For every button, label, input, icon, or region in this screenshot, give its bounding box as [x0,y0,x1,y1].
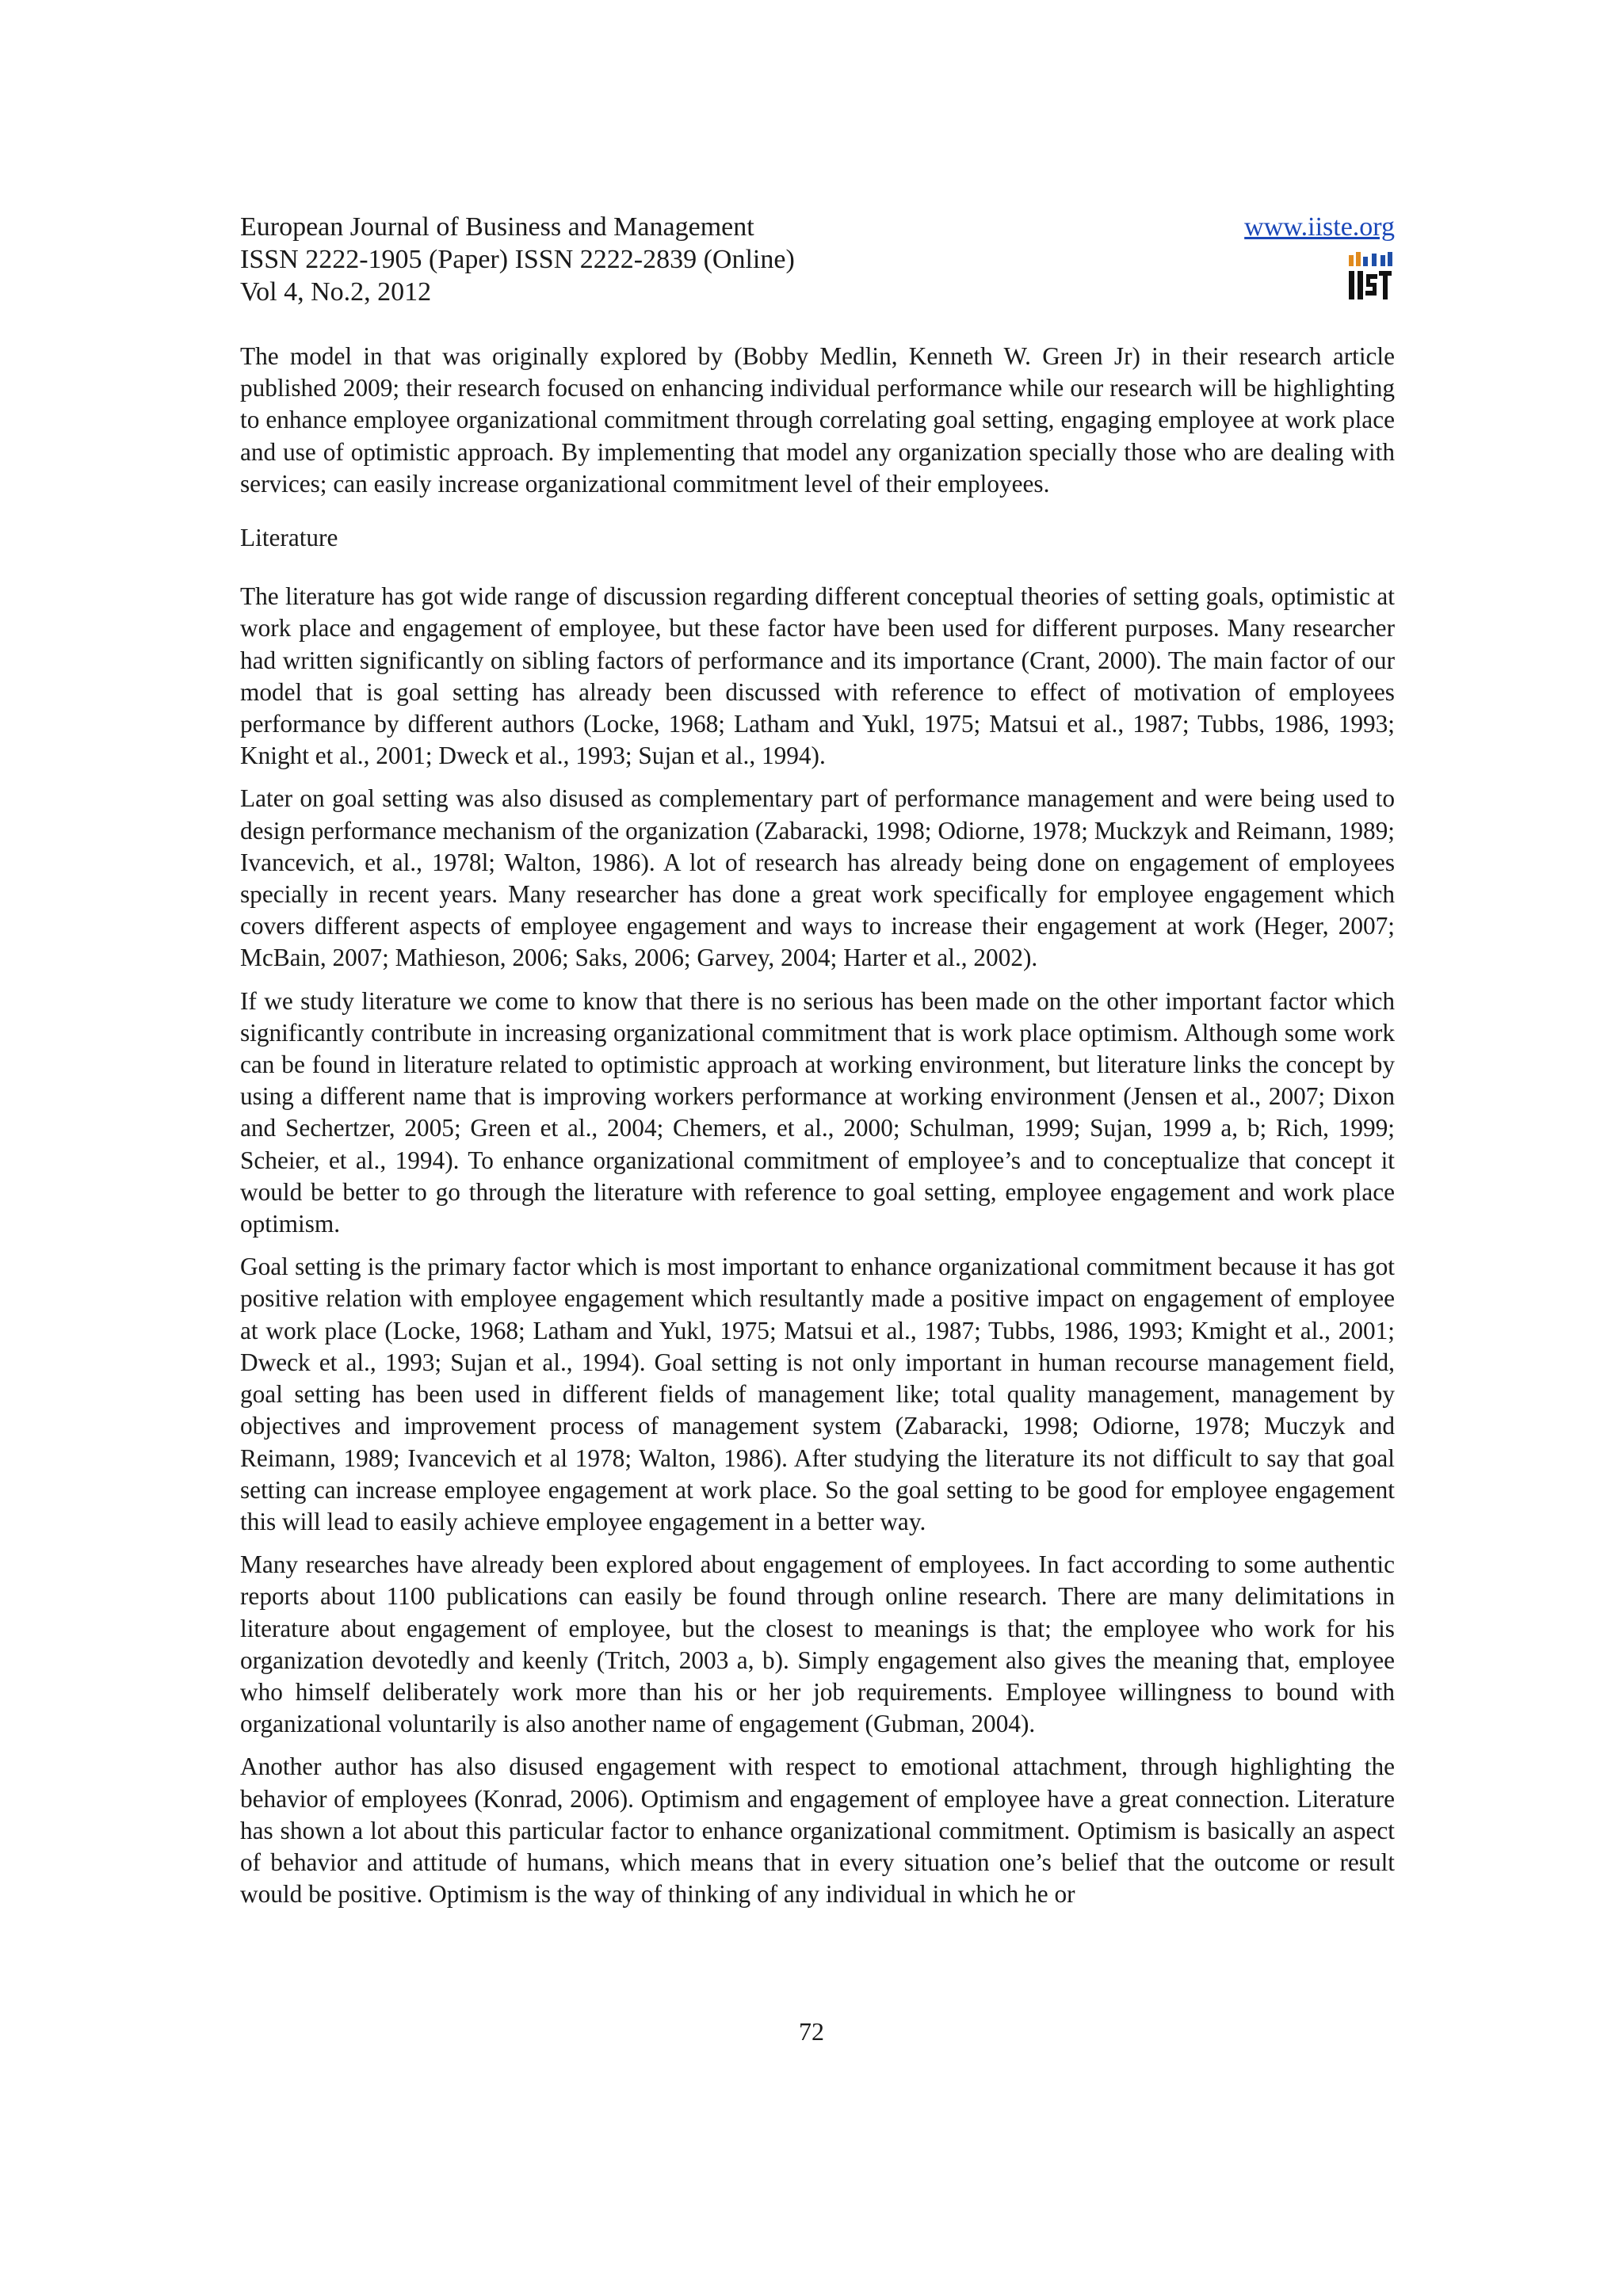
body-paragraph: Goal setting is the primary factor which is most important to enhance organizational commitment because it has got positive relation with employee engagement which resultantly made a positive impact on engagement of employee at work place (Locke, 1968; Latham and Yukl, 1975; Matsui et al., 1987; Tubbs, 1986, 1993; Kmight et al., 2001; Dweck et al., 1993; Sujan et al., 1994). Goal setting is not only important in human recourse management field, goal setting has been used in different fields of management like; total quality management, management by objectives and improvement process of management system (Zabaracki, 1998; Odiorne, 1978; Muczyk and Reimann, 1989; Ivancevich et al 1978; Walton, 1986). After studying the literature its not difficult to say that goal setting can increase employee engagement at work place. So the goal setting to be good for employee engagement this will lead to easily achieve employee engagement in a better way. [240,1253,1395,1535]
body-paragraph: Later on goal setting was also disused as complementary part of performance management and were being used to design performance mechanism of the organization (Zabaracki, 1998; Odiorne, 1978; Muckzyk and Reimann, 1989; Ivancevich, et al., 1978l; Walton, 1986). A lot of research has already being done on engagement of employees specially in recent years. Many researcher has done a great work specifically for employee engagement which covers different aspects of employee engagement and ways to increase their engagement at work (Heger, 2007; McBain, 2007; Mathieson, 2006; Saks, 2006; Garvey, 2004; Harter et al., 2002). [240,784,1395,972]
section-heading-literature: Literature [240,524,338,552]
body-paragraph: If we study literature we come to know that there is no serious has been made on the other important factor which significantly contribute in increasing organizational commitment that is work place optimism. Although some work can be found in literature related to optimistic approach at working environment, but literature links the concept by using a different name that is improving workers performance at working environment (Jensen et al., 2007; Dixon and Sechertzer, 2005; Green et al., 2004; Chemers, et al., 2000; Schulman, 1999; Sujan, 1999 a, b; Rich, 1999; Scheier, et al., 1994). To enhance organizational commitment of employee’s and to conceptualize that concept it would be better to go through the literature with reference to goal setting, employee engagement and work place optimism. [240,986,1395,1238]
intro-paragraph: The model in that was originally explored by (Bobby Medlin, Kenneth W. Green Jr) in their research article published 2009; their research focused on enhancing individual performance while our research will be highlighting to enhance employee organizational commitment through correlating goal setting, engaging employee at work place and use of optimistic approach. By implementing that model any organization specially those who are dealing with services; can easily increase organizational commitment level of their employees. [240,342,1395,498]
article-body [240,341,1395,1921]
body-paragraph: Many researches have already been explored about engagement of employees. In fact according to some authentic reports about 1100 publications can easily be found through online research. There are many delimitations in literature about engagement of employee, but the closest to meanings is that; the employee who work for his organization devotedly and keenly (Tritch, 2003 a, b). Simply engagement also gives the meaning that, employee who himself deliberately work more than his or her job requirements. Employee willingness to bound with organizational voluntarily is also another name of engagement (Gubman, 2004). [240,1550,1395,1738]
journal-issn: ISSN 2222-1905 (Paper) ISSN 2222-2839 (Online) [240,245,795,274]
journal-volume: Vol 4, No.2, 2012 [240,277,432,307]
page-number: 72 [799,2017,824,2046]
journal-website-link[interactable]: www.iiste.org [1244,212,1395,242]
iiste-logo-icon [1346,250,1395,303]
body-paragraph: Another author has also disused engagement with respect to emotional attachment, through highlighting the behavior of employees (Konrad, 2006). Optimism and engagement of employee have a great connection. Literature has shown a lot about this particular factor to enhance organizational commitment. Optimism is basically an aspect of behavior and attitude of humans, which means that in every situation one’s belief that the outcome or result would be positive. Optimism is the way of thinking of any individual in which he or [240,1753,1395,1909]
journal-header [240,211,1395,308]
journal-title: European Journal of Business and Management [240,212,754,242]
body-paragraph: The literature has got wide range of discussion regarding different conceptual theories of setting goals, optimistic at work place and engagement of employee, but these factor have been used for different purposes. Many researcher had written significantly on sibling factors of performance and its importance (Crant, 2000). The main factor of our model that is goal setting has already been discussed with reference to effect of motivation of employees performance by different authors (Locke, 1968; Latham and Yukl, 1975; Matsui et al., 1987; Tubbs, 1986, 1993; Knight et al., 2001; Dweck et al., 1993; Sujan et al., 1994). [240,582,1395,770]
